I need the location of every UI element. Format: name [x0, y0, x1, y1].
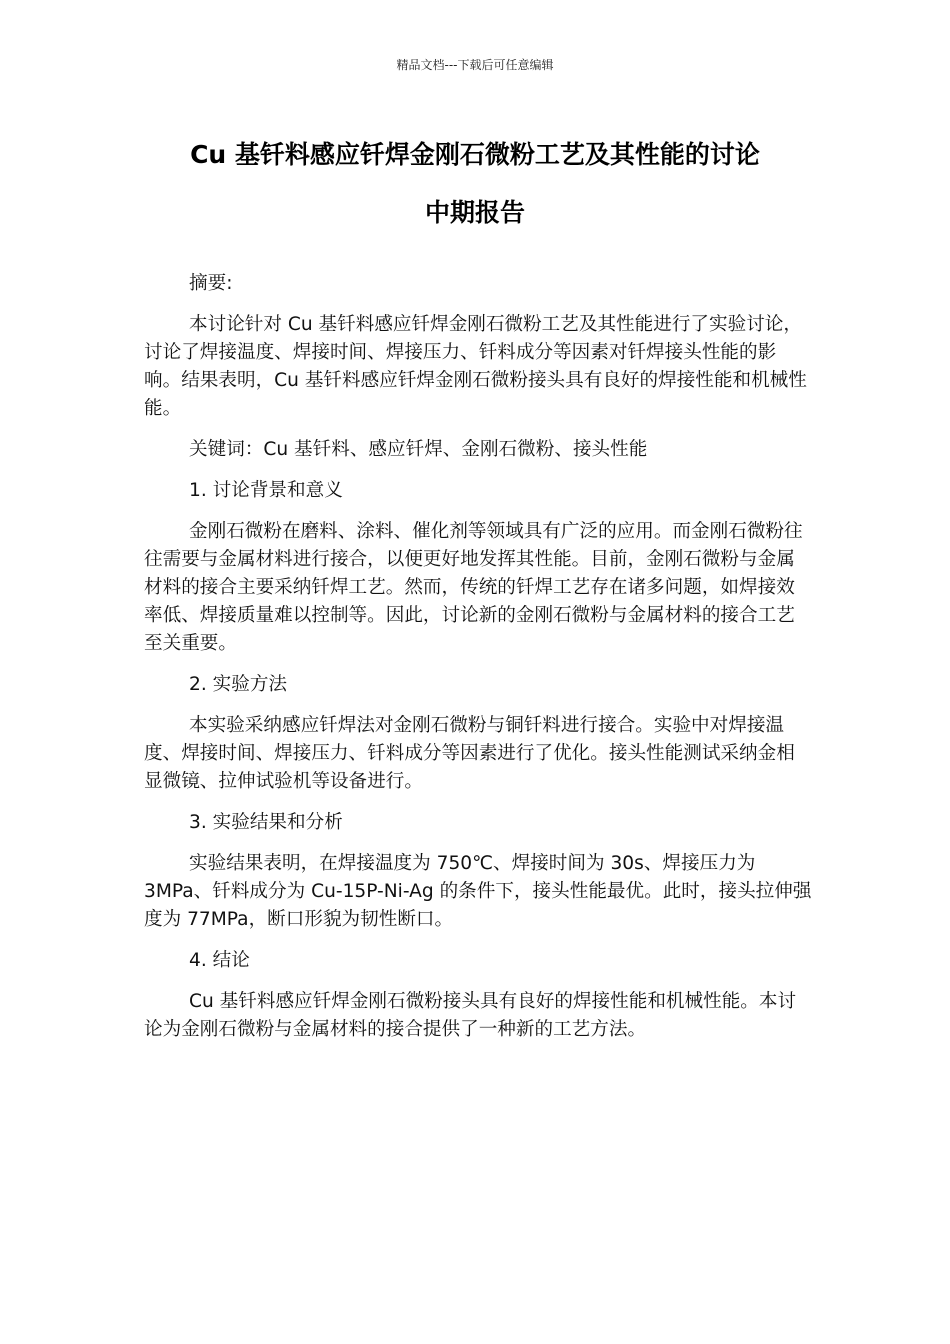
document-title-line-1: Cu 基钎料感应钎焊金刚石微粉工艺及其性能的讨论 [190, 140, 760, 169]
section-paragraph-conclusion: Cu 基钎料感应钎焊金刚石微粉接头具有良好的焊接性能和机械性能。本讨论为金刚石微粉与金属材料的接合提供了一种新的工艺方法。 [144, 991, 797, 1040]
section-paragraph-method: 本实验采纳感应钎焊法对金刚石微粉与铜钎料进行接合。实验中对焊接温度、焊接时间、焊接压力、钎料成分等因素进行了优化。接头性能测试采纳金相显微镜、拉伸试验机等设备进行。 [144, 715, 795, 792]
page-header-note: 精品文档---下载后可任意编辑 [396, 58, 554, 72]
keywords-line: 关键词：Cu 基钎料、感应钎焊、金刚石微粉、接头性能 [189, 439, 648, 460]
document-title-line-2: 中期报告 [424, 198, 525, 227]
document-body [144, 270, 812, 1044]
section-paragraph-results: 实验结果表明，在焊接温度为 750℃、焊接时间为 30s、焊接压力为 3MPa、钎料成分为 Cu-15P-Ni-Ag 的条件下，接头性能最优。此时，接头拉伸强度为 77MPa，断口形貌为韧性断口。 [144, 853, 812, 930]
section-heading-conclusion: 4. 结论 [189, 950, 250, 971]
section-heading-method: 2. 实验方法 [189, 674, 288, 695]
section-heading-background: 1. 讨论背景和意义 [189, 480, 343, 501]
section-heading-results: 3. 实验结果和分析 [189, 812, 343, 833]
abstract-paragraph: 本讨论针对 Cu 基钎料感应钎焊金刚石微粉工艺及其性能进行了实验讨论，讨论了焊接温度、焊接时间、焊接压力、钎料成分等因素对钎焊接头性能的影响。结果表明，Cu 基钎料感应钎焊金刚石微粉接头具有良好的焊接性能和机械性能。 [144, 314, 807, 419]
section-paragraph-background: 金刚石微粉在磨料、涂料、催化剂等领域具有广泛的应用。而金刚石微粉往往需要与金属材料进行接合，以便更好地发挥其性能。目前，金刚石微粉与金属材料的接合主要采纳钎焊工艺。然而，传统的钎焊工艺存在诸多问题，如焊接效率低、焊接质量难以控制等。因此，讨论新的金刚石微粉与金属材料的接合工艺至关重要。 [144, 521, 803, 654]
abstract-label: 摘要: [189, 273, 233, 294]
